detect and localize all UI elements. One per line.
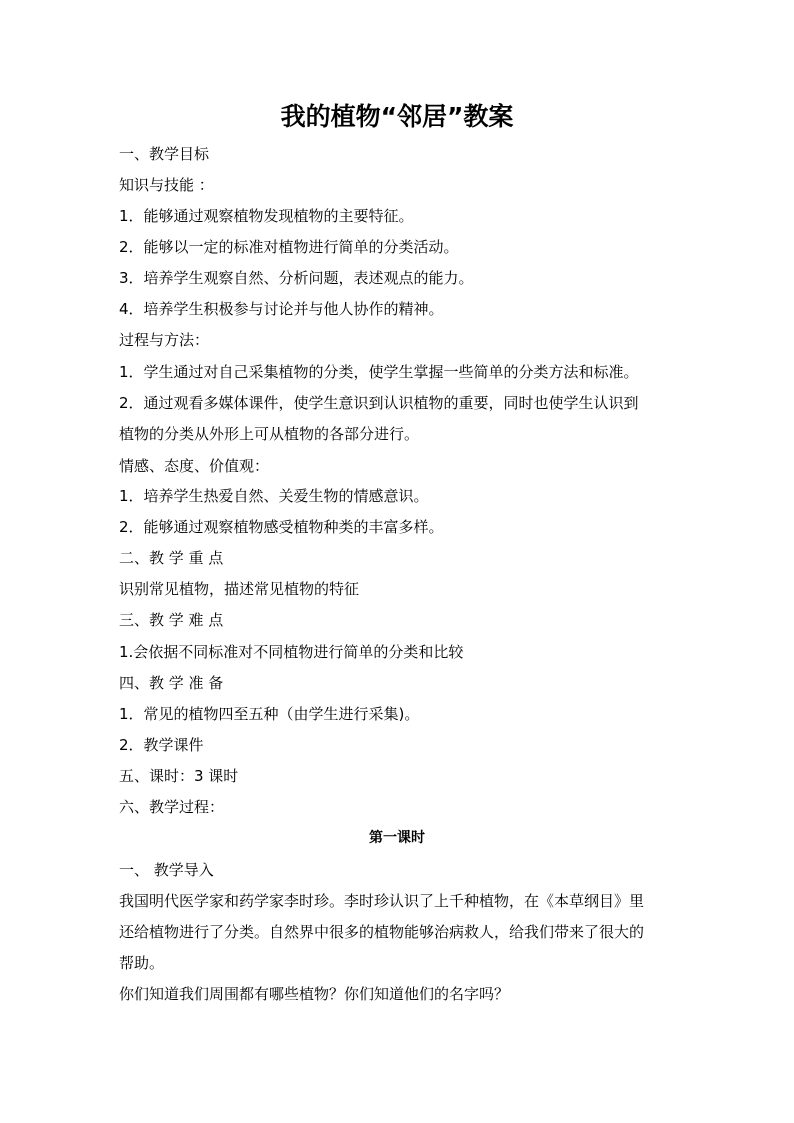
section-heading-key-points: 二、教 学 重 点 [119,549,224,567]
paragraph-line: 2．通过观看多媒体课件，使学生意识到认识植物的重要，同时也使学生认识到 [119,394,639,412]
subheading-knowledge: 知识与技能 ： [119,176,214,194]
section-heading-process: 六、教学过程： [119,798,225,816]
paragraph-line: 1．学生通过对自己采集植物的分类，使学生掌握一些简单的分类方法和标准。 [119,363,639,381]
paragraph-line: 3．培养学生观察自然、分析问题，表述观点的能力。 [119,269,474,287]
subheading-attitude: 情感、态度、价值观： [119,457,270,475]
paragraph-line: 1．能够通过观察植物发现植物的主要特征。 [119,207,414,225]
paragraph-line: 2．能够通过观察植物感受植物种类的丰富多样。 [119,518,444,536]
paragraph-line: 1．培养学生热爱自然、关爱生物的情感意识。 [119,487,429,505]
section-heading-intro: 一、 教学导入 [119,861,214,879]
paragraph-line: 1.会依据不同标准对不同植物进行简单的分类和比较 [119,643,464,661]
paragraph-line: 帮助。 [119,954,165,972]
paragraph-line: 我国明代医学家和药学家李时珍。李时珍认识了上千种植物，在《本草纲目》里 [119,892,645,910]
section-heading-objectives: 一、教学目标 [119,145,210,163]
paragraph-line: 植物的分类从外形上可从植物的各部分进行。 [119,425,420,443]
lesson-heading: 第一课时 [369,830,425,846]
paragraph-line: 还给植物进行了分类。自然界中很多的植物能够治病救人，给我们带来了很大的 [119,923,645,941]
section-heading-class-hours: 五、课时：3 课时 [119,767,239,785]
document-title: 我的植物“邻居”教案 [280,102,514,131]
section-heading-difficulties: 三、教 学 难 点 [119,611,224,629]
paragraph-line: 2．教学课件 [119,736,204,754]
subheading-process: 过程与方法： [119,331,210,349]
paragraph-line: 2．能够以一定的标准对植物进行简单的分类活动。 [119,238,459,256]
paragraph-line: 识别常见植物，描述常见植物的特征 [119,580,360,598]
paragraph-line: 你们知道我们周围都有哪些植物？你们知道他们的名字吗？ [119,985,510,1003]
paragraph-line: 1．常见的植物四至五种（由学生进行采集)。 [119,705,420,723]
section-heading-preparation: 四、教 学 准 备 [119,674,224,692]
paragraph-line: 4．培养学生积极参与讨论并与他人协作的精神。 [119,300,444,318]
